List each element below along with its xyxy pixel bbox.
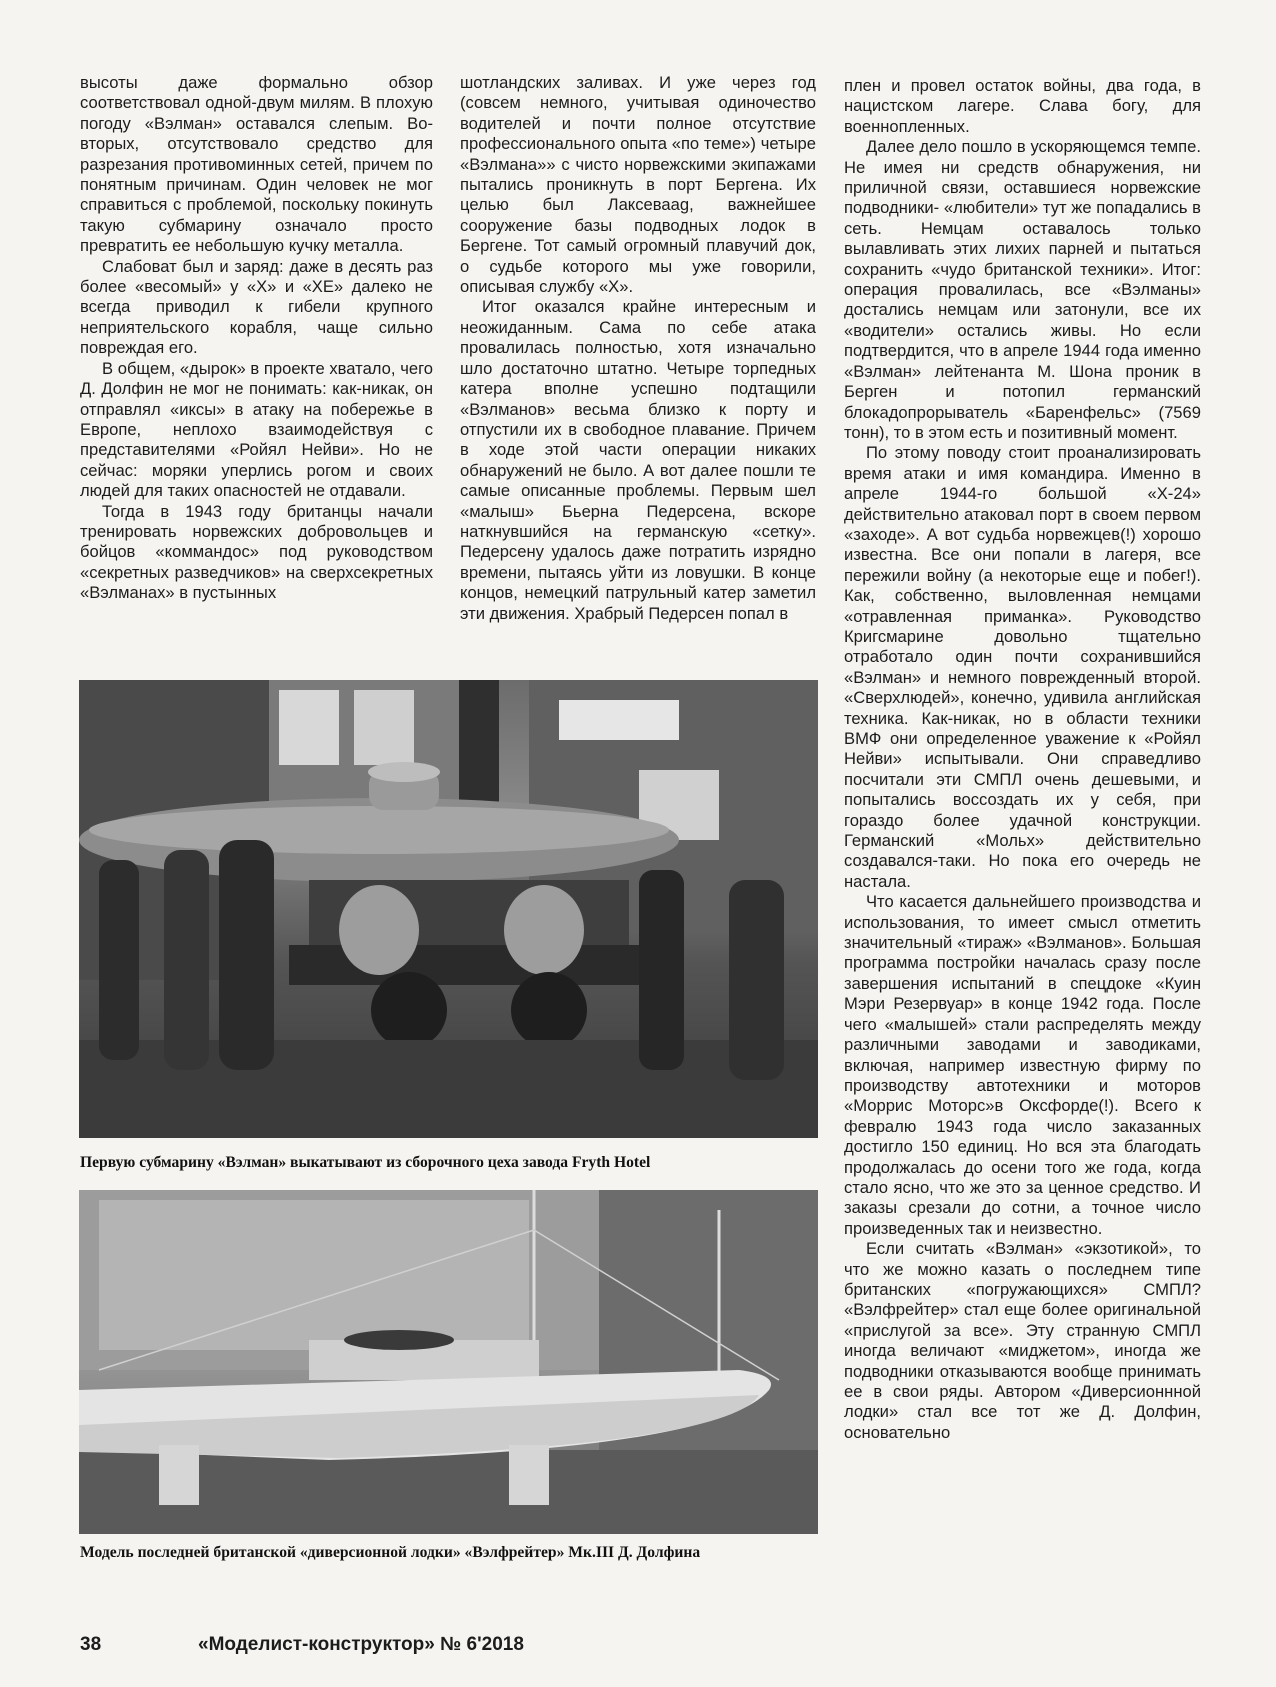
text-column-1 <box>80 73 433 604</box>
paragraph: Что касается дальнейшего производства и использования, то имеет смысл отметить значительный «тираж» «Вэлманов». Большая программа постройки началась сразу после завершения испытаний в спецдоке «Куин Мэри Резервуар» в конце 1942 года. После чего «малышей» стали распределять между различными заводами и заводиками, включая, например известную фирму по производству автотехники и моторов «Моррис Моторс»в Оксфорде(!). Всего к февралю 1943 года число заказанных достигло 150 единиц. Но вся эта благодать продолжалась до осени того же года, когда стало ясно, что же это за ценное средство. И заказы срезали до сотни, а точное число произведенных так и неизвестно. <box>844 892 1201 1238</box>
welfreighter-model-photo <box>79 1190 818 1534</box>
text-column-3 <box>844 76 1201 1443</box>
photo-caption: Модель последней британской «диверсионной лодки» «Вэлфрейтер» Мк.III Д. Долфина <box>80 1544 701 1561</box>
paragraph: В общем, «дырок» в проекте хватало, чего Д. Долфин не мог не понимать: как-никак, он отправлял «иксы» в атаку на побережье в Европе, неплохо взаимодействуя с представителями «Ройял Нейви». Но не сейчас: моряки уперлись рогом и своих людей для таких опасностей не отдавали. <box>80 358 433 501</box>
paragraph: Тогда в 1943 году британцы начали тренировать норвежских добровольцев и бойцов «коммандос» под руководством «секретных разведчиков» на сверхсекретных «Вэлманах» в пустынных <box>80 501 433 603</box>
text-column-2 <box>460 73 816 624</box>
photo-caption: Первую субмарину «Вэлман» выкатывают из сборочного цеха завода Fryth Hotel <box>80 1154 651 1171</box>
submarine-trailer-photo <box>79 680 818 1138</box>
paragraph: Слабоват был и заряд: даже в десять раз более «весомый» у «X» и «XE» далеко не всегда приводил к гибели крупного неприятельского корабля, чаще сильно повреждая его. <box>80 256 433 358</box>
paragraph: Далее дело пошло в ускоряющемся темпе. Не имея ни средств обнаружения, ни приличной связи, оставшиеся норвежские подводники- «любители» тут же попадались в сеть. Немцам оставалось только вылавливать этих лихих парней и пытаться сохранить «чудо британской техники». Итог: операция провалилась, все «Вэлманы» достались немцам или затонули, все их «водители» остались живы. Но если подтвердится, что в апреле 1944 года именно «Вэлман» лейтенанта М. Шона проник в Берген и потопил германский блокадопрорыватель «Баренфельс» (7569 тонн), то в этом есть и позитивный момент. <box>844 137 1201 442</box>
welfreighter-model-illustration <box>79 1190 818 1534</box>
paragraph: шотландских заливах. И уже через год (совсем немного, учитывая одиночество водителей и почти полное отсутствие профессионального опыта «по теме») четыре «Вэлмана»» с чисто норвежскими экипажами пытались проникнуть в порт Бергена. Их целью был Лаксеваag, важнейшее сооружение базы подводных лодок в Бергене. Тот самый огромный плавучий док, о судьбе которого мы уже говорили, описывая службу «X». <box>460 73 816 297</box>
paragraph: По этому поводу стоит проанализировать время атаки и имя командира. Именно в апреле 1944-го большой «X-24» действительно атаковал порт в своем первом «заходе». А вот судьба норвежцев(!) хорошо известна. Все они попали в лагеря, все пережили войну (а некоторые еще и побег!). Как, собственно, выловленная немцами «отравленная приманка». Руководство Кригсмарине довольно тщательно отработало один почти сохранившийся «Вэлман» и немного поврежденный второй. «Сверхлюдей», конечно, удивила английская техника. Как-никак, но в области техники ВМФ они определенное уважение к «Ройял Нейви» испытывали. Они справедливо посчитали эти СМПЛ очень дешевыми, и попытались воссоздать их у себя, при гораздо более удачной конструкции. Германский «Мольх» действительно создавался-таки. Но пока его очередь не настала. <box>844 443 1201 891</box>
paragraph: Итог оказался крайне интересным и неожиданным. Сама по себе атака провалилась полностью, хотя изначально шло достаточно штатно. Четыре торпедных катера вполне успешно подтащили «Вэлманов» весьма близко к порту и отпустили их в свободное плавание. Причем в ходе этой части операции никаких обнаружений не было. А вот далее пошли те самые описанные проблемы. Первым шел «малыш» Бьерна Педерсена, вскоре наткнувшийся на германскую «сетку». Педерсену удалось даже потратить изрядно времени, пытаясь уйти из ловушки. В конце концов, немецкий патрульный катер заметил эти движения. Храбрый Педерсен попал в <box>460 297 816 623</box>
page-number: 38 <box>80 1634 102 1655</box>
paragraph: высоты даже формально обзор соответствовал одной-двум милям. В плохую погоду «Вэлман» оставался слепым. Во-вторых, отсутствовало средство для разрезания противоминных сетей, причем по понятным причинам. Один человек не мог справиться с проблемой, поскольку покинуть такую субмарину означало просто превратить ее небольшую кучку металла. <box>80 73 433 256</box>
magazine-title: «Моделист-конструктор» № 6'2018 <box>198 1634 524 1655</box>
paragraph: плен и провел остаток войны, два года, в нацистском лагере. Слава богу, для военнопленных. <box>844 76 1201 136</box>
paragraph: Если считать «Вэлман» «экзотикой», то что же можно казать о последнем типе британских «погружающихся» СМПЛ? «Вэлфрейтер» стал еще более оригинальной «прислугой за все». Эту странную СМПЛ иногда величают «миджетом», иногда же подводники отказываются вообще принимать ее в свои ряды. Автором «Диверсионнной лодки» стал все тот же Д. Долфин, основательно <box>844 1239 1201 1442</box>
submarine-trailer-illustration <box>79 680 818 1138</box>
